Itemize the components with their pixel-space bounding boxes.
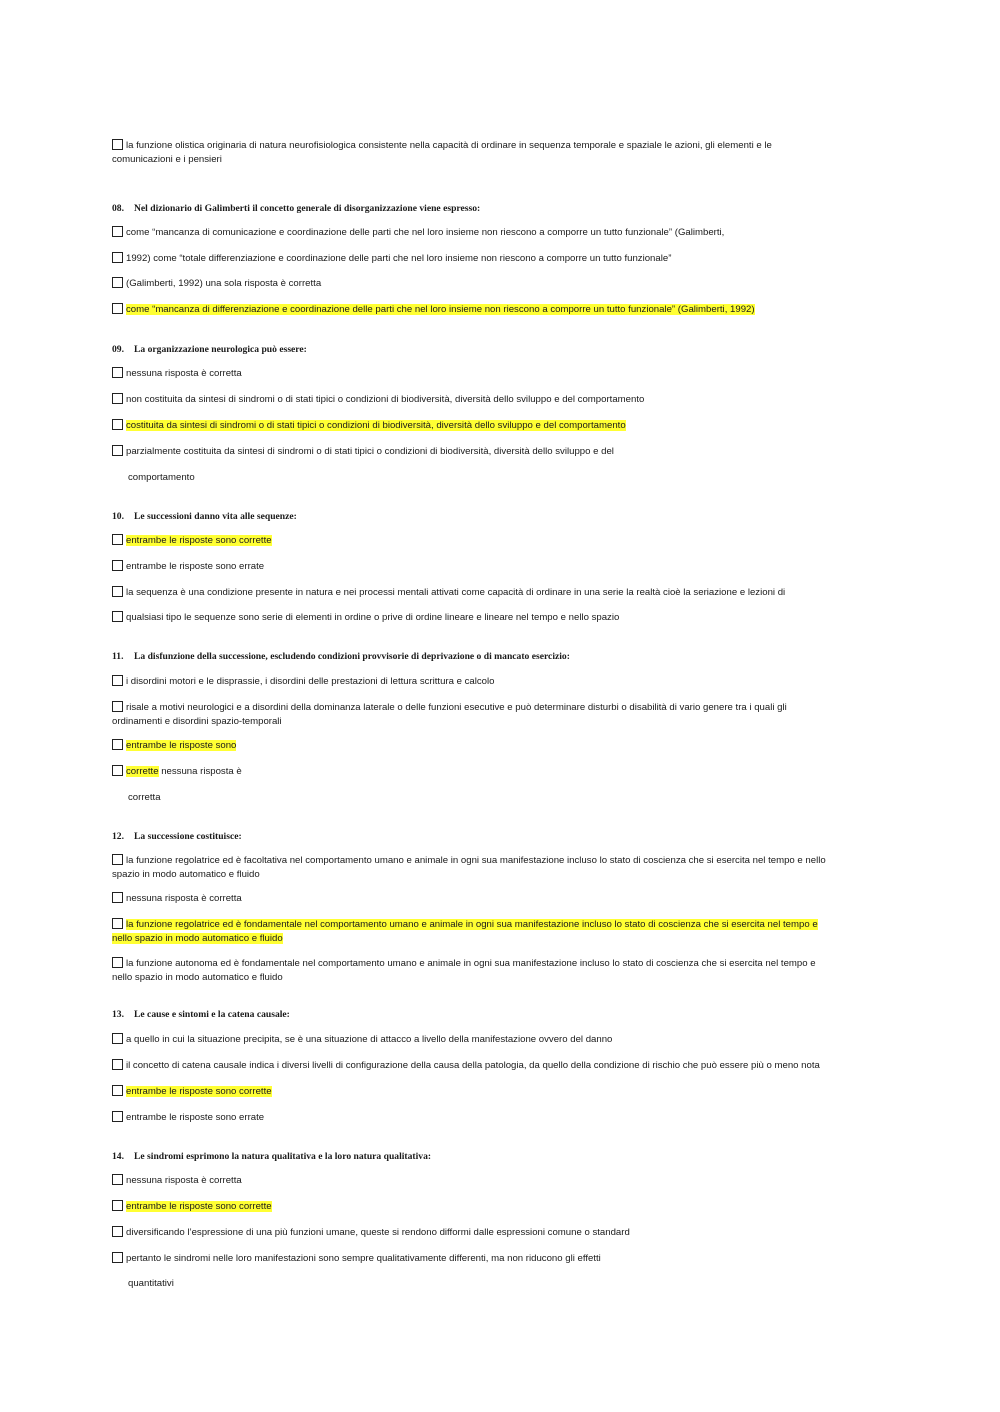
checkbox[interactable] (112, 139, 123, 150)
checkbox[interactable] (112, 393, 123, 404)
option-q10-2: entrambe le risposte sono errate (112, 560, 872, 574)
option-q13-4: entrambe le risposte sono errate (112, 1111, 872, 1125)
option-q12-3 (112, 918, 872, 946)
question-14: 14. Le sindromi esprimono la natura qualitativa e la loro natura qualitativa: (112, 1151, 432, 1162)
highlighted-answer: entrambe le risposte sono corrette (126, 1086, 272, 1097)
option-q11-4: corrette nessuna risposta è (112, 765, 872, 779)
option-q11-1: i disordini motori e le disprassie, i disordini delle prestazioni di lettura scrittura e calcolo (112, 675, 872, 689)
option-q08-1: come “mancanza di comunicazione e coordinazione delle parti che nel loro insieme non riescono a comporre un tutto funzionale” (Galimberti, (112, 226, 872, 240)
option-q14-4: pertanto le sindromi nelle loro manifestazioni sono sempre qualitativamente differenti, ma non riducono gli effetti (112, 1252, 872, 1266)
option-q07-last: la funzione olistica originaria di natura neurofisiologica consistente nella capacità di ordinare in sequenza temporale e spaziale le azioni, gli elementi e le comunicazioni e i pensieri (112, 140, 772, 165)
highlighted-answer: come “mancanza di differenziazione e coordinazione delle parti che nel loro insieme non riescono a comporre un tutto funzionale” (Galimberti, 1992) (126, 304, 755, 315)
checkbox[interactable] (112, 1226, 123, 1237)
question-08: 08. Nel dizionario di Galimberti il concetto generale di disorganizzazione viene espresso: (112, 203, 481, 214)
checkbox[interactable] (112, 303, 123, 314)
checkbox[interactable] (112, 277, 123, 288)
checkbox[interactable] (112, 701, 123, 712)
checkbox[interactable] (112, 918, 123, 929)
checkbox[interactable] (112, 892, 123, 903)
question-09: 09. La organizzazione neurologica può essere: (112, 344, 307, 355)
highlighted-answer: entrambe le risposte sono corrette (126, 1201, 272, 1212)
highlighted-answer: corrette (126, 766, 159, 777)
option-q09-4-continuation: comportamento (128, 472, 195, 483)
highlighted-answer: nello spazio in modo automatico e fluido (112, 933, 283, 944)
option-q12-1: la funzione regolatrice ed è facoltativa nel comportamento umano e animale in ogni sua manifestazione incluso lo stato di coscienza che si esercita nel tempo e nello spazio in modo automatico e fluido (112, 855, 826, 880)
option-q09-4: parzialmente costituita da sintesi di sindromi o di stati tipici o condizioni di biodiversità, diversità dello sviluppo e del (112, 445, 872, 459)
option-q14-1: nessuna risposta è corretta (112, 1174, 872, 1188)
option-q14-4-continuation: quantitativi (128, 1278, 174, 1289)
option-q12-2: nessuna risposta è corretta (112, 892, 872, 906)
option-q09-3 (112, 419, 872, 433)
question-13: 13. Le cause e sintomi e la catena causale: (112, 1009, 290, 1020)
checkbox[interactable] (112, 675, 123, 686)
option-q11-3 (112, 739, 872, 753)
option-q09-2: non costituita da sintesi di sindromi o di stati tipici o condizioni di biodiversità, diversità dello sviluppo e del comportamento (112, 393, 872, 407)
checkbox[interactable] (112, 445, 123, 456)
checkbox[interactable] (112, 586, 123, 597)
highlighted-answer: costituita da sintesi di sindromi o di stati tipici o condizioni di biodiversità, diversità dello sviluppo e del comportamento (126, 420, 626, 431)
checkbox[interactable] (112, 560, 123, 571)
option-q08-3: (Galimberti, 1992) una sola risposta è corretta (112, 277, 872, 291)
checkbox[interactable] (112, 611, 123, 622)
checkbox[interactable] (112, 1174, 123, 1185)
option-q10-3: la sequenza è una condizione presente in natura e nei processi mentali attivati come capacità di ordinare in una serie la realtà cioè la seriazione e lezioni di (112, 586, 872, 600)
checkbox[interactable] (112, 1033, 123, 1044)
checkbox[interactable] (112, 957, 123, 968)
checkbox[interactable] (112, 739, 123, 750)
question-10: 10. Le successioni danno vita alle sequenze: (112, 511, 297, 522)
checkbox[interactable] (112, 1252, 123, 1263)
checkbox[interactable] (112, 1059, 123, 1070)
checkbox[interactable] (112, 1085, 123, 1096)
question-11: 11. La disfunzione della successione, escludendo condizioni provvisorie di deprivazione o di mancato esercizio: (112, 651, 570, 662)
option-q08-2: 1992) come “totale differenziazione e coordinazione delle parti che nel loro insieme non riescono a comporre un tutto funzionale” (112, 252, 872, 266)
checkbox[interactable] (112, 1200, 123, 1211)
checkbox[interactable] (112, 854, 123, 865)
option-q13-2: il concetto di catena causale indica i diversi livelli di configurazione della causa della patologia, da quello della condizione di rischio che può essere più o meno nota (112, 1059, 872, 1073)
checkbox[interactable] (112, 226, 123, 237)
option-q11-2: risale a motivi neurologici e a disordini della dominanza laterale o delle funzioni esecutive e può determinare disturbi o disabilità di vario genere tra i quali gli ordinamenti e disordini spazio-temporali (112, 702, 787, 727)
option-q12-4: la funzione autonoma ed è fondamentale nel comportamento umano e animale in ogni sua manifestazione incluso lo stato di coscienza che si esercita nel tempo e nello spazio in modo automatico e fluido (112, 958, 816, 983)
option-q11-4-continuation: corretta (128, 792, 161, 803)
checkbox[interactable] (112, 534, 123, 545)
option-q14-3: diversificando l’espressione di una più funzioni umane, queste si rendono difformi dalle espressioni comune o standard (112, 1226, 872, 1240)
checkbox[interactable] (112, 419, 123, 430)
highlighted-answer: entrambe le risposte sono corrette (126, 535, 272, 546)
checkbox[interactable] (112, 367, 123, 378)
option-q08-4 (112, 303, 872, 317)
checkbox[interactable] (112, 765, 123, 776)
option-q09-1: nessuna risposta è corretta (112, 367, 872, 381)
highlighted-answer: la funzione regolatrice ed è fondamentale nel comportamento umano e animale in ogni sua manifestazione incluso lo stato di coscienza che si esercita nel tempo e (126, 919, 818, 930)
checkbox[interactable] (112, 252, 123, 263)
option-q10-1 (112, 534, 872, 548)
question-12: 12. La successione costituisce: (112, 831, 242, 842)
option-q13-3 (112, 1085, 872, 1099)
option-q10-4: qualsiasi tipo le sequenze sono serie di elementi in ordine o prive di ordine lineare e lineare nel tempo e nello spazio (112, 611, 872, 625)
checkbox[interactable] (112, 1111, 123, 1122)
option-q13-1: a quello in cui la situazione precipita, se è una situazione di attacco a livello della manifestazione ovvero del danno (112, 1033, 872, 1047)
option-q14-2 (112, 1200, 872, 1214)
highlighted-answer: entrambe le risposte sono (126, 740, 237, 751)
